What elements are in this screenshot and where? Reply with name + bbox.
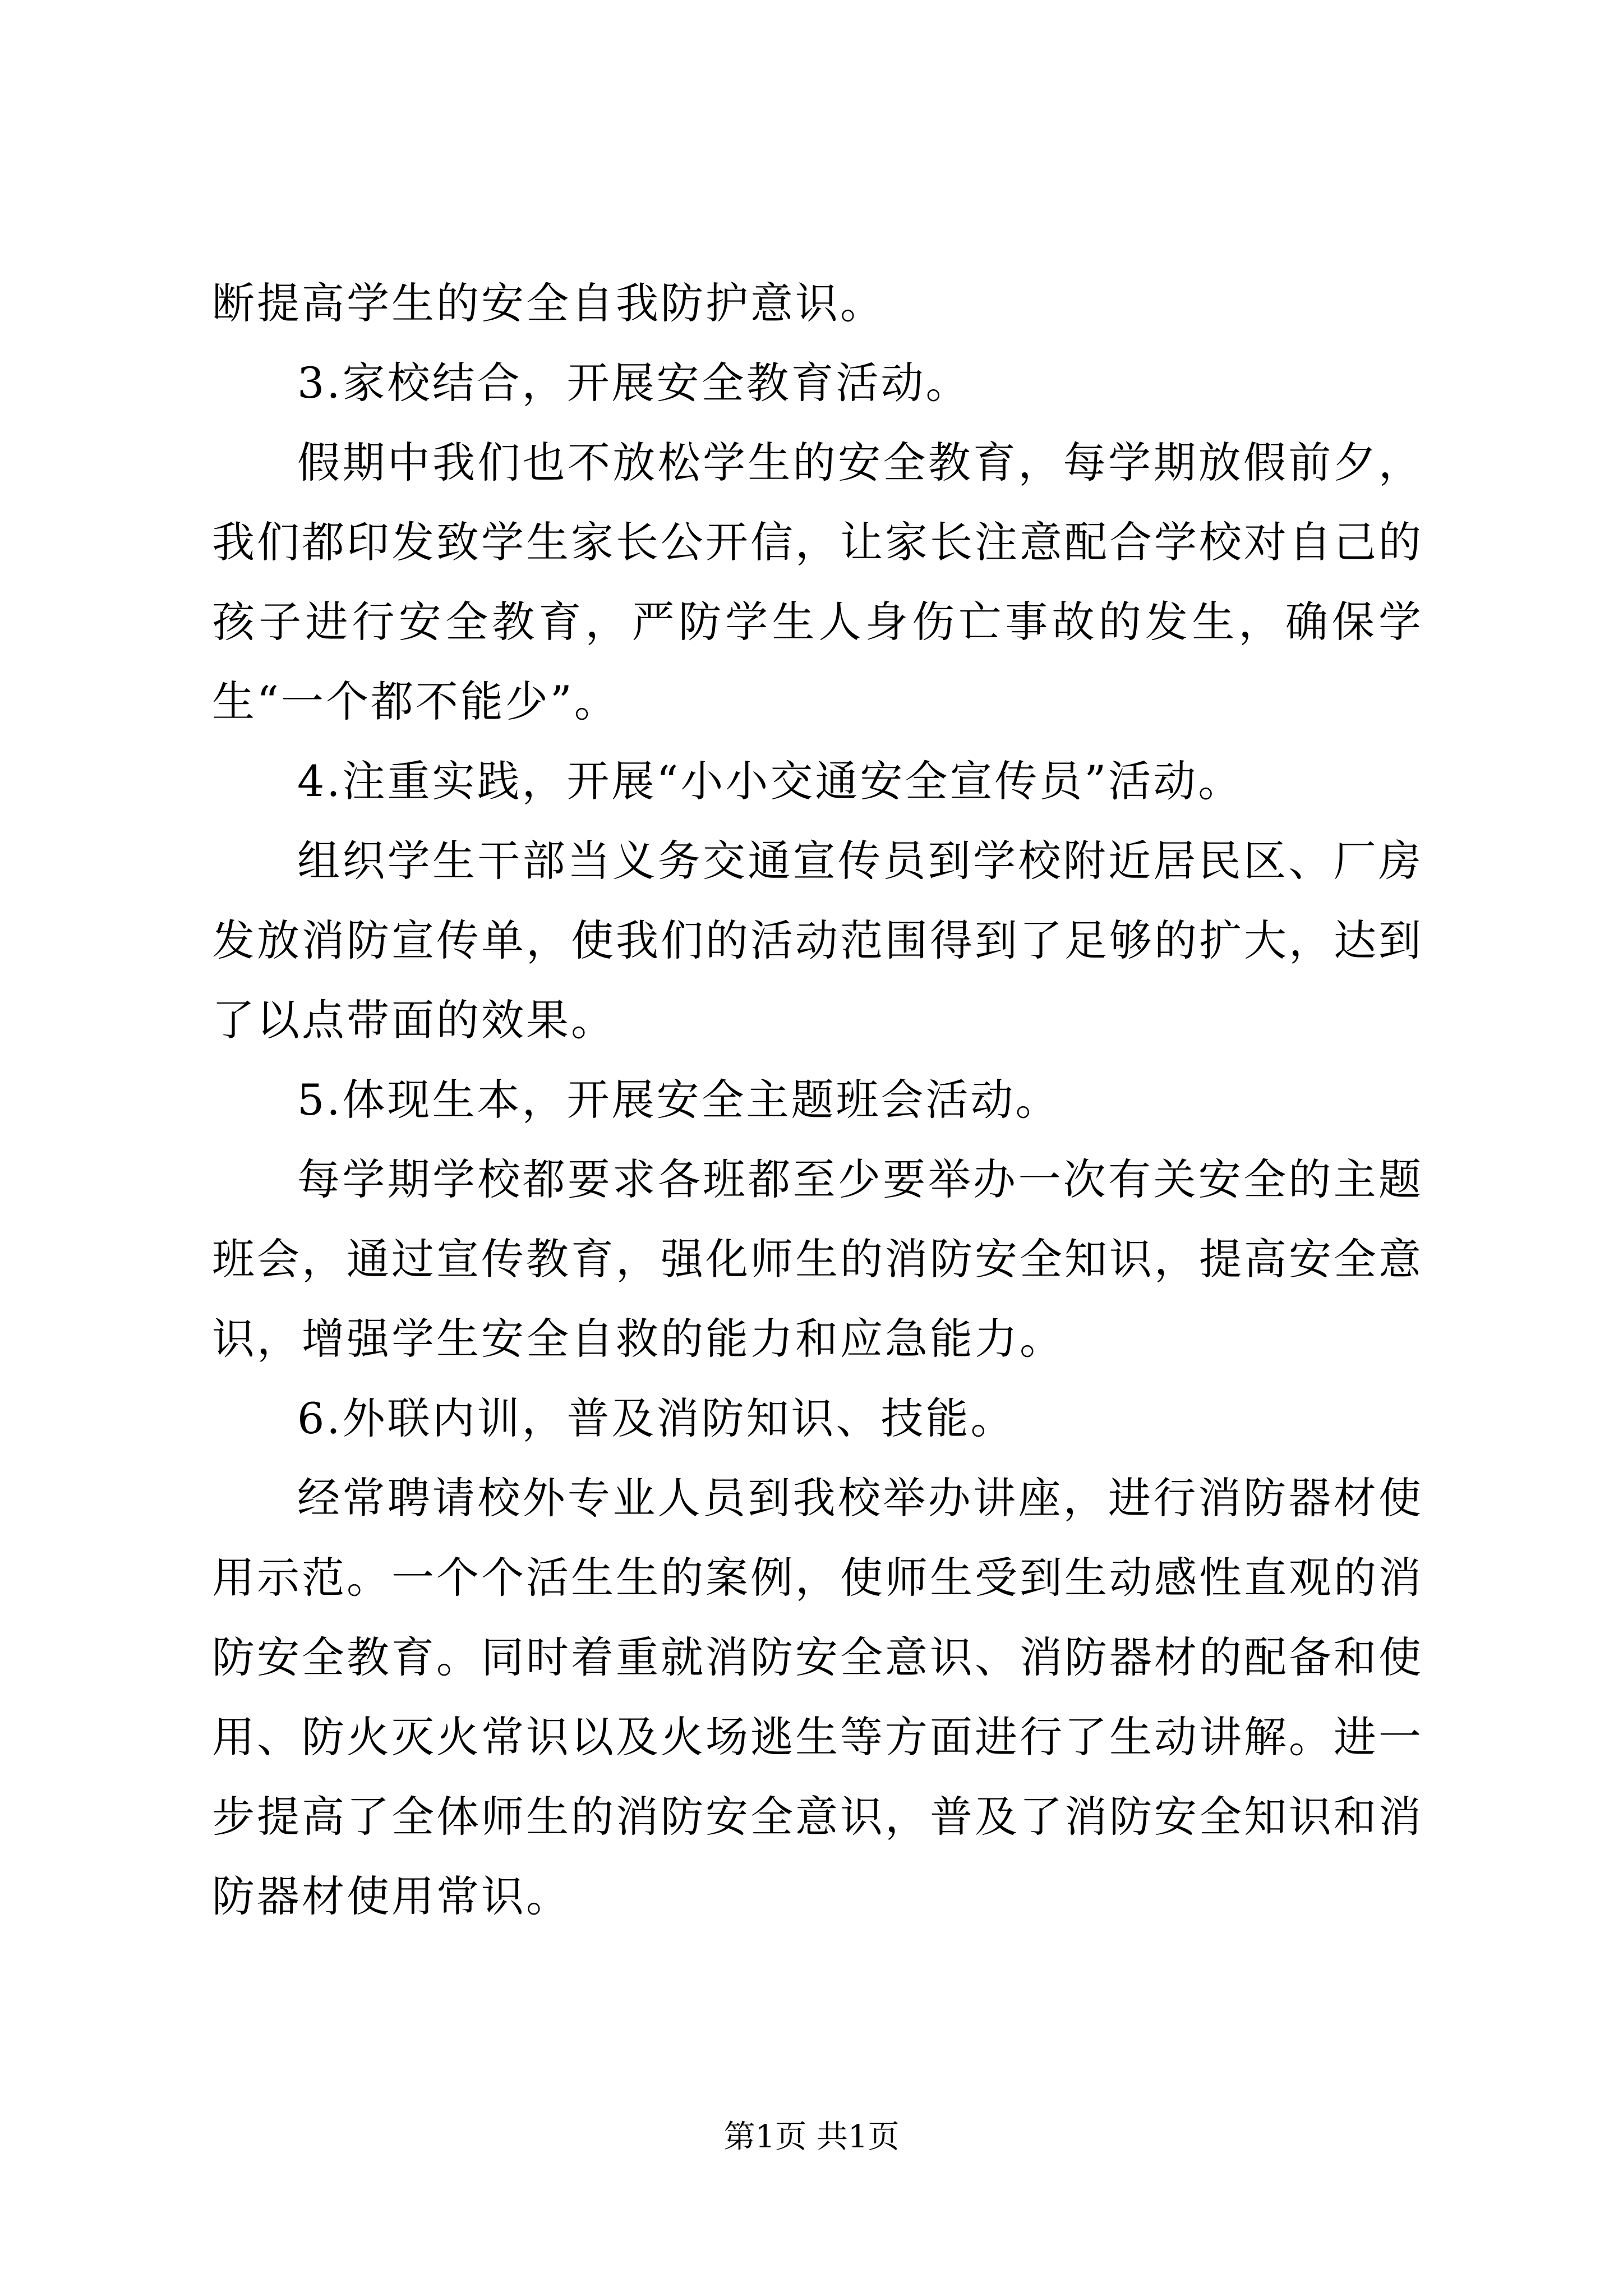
page-footer: 第1页 共1页 xyxy=(723,2119,900,2155)
paragraph-continuation: 断提高学生的安全自我防护意识。 xyxy=(212,278,885,328)
section-heading-3: 3.家校结合，开展安全教育活动。 xyxy=(297,358,971,408)
section-heading-6: 6.外联内训，普及消防知识、技能。 xyxy=(297,1393,1016,1443)
paragraph-class-meeting: 每学期学校都要求各班都至少要举办一次有关安全的主题班会，通过宣传教育，强化师生的消防安全知识，提高安全意识，增强学生安全自救的能力和应急能力。 xyxy=(212,1154,1423,1364)
paragraph-holiday-safety: 假期中我们也不放松学生的安全教育，每学期放假前夕，我们都印发致学生家长公开信，让家长注意配合学校对自己的孩子进行安全教育，严防学生人身伤亡事故的发生，确保学生“一个都不能少”。 xyxy=(212,438,1423,726)
section-heading-4: 4.注重实践，开展“小小交通安全宣传员”活动。 xyxy=(297,756,1243,806)
paragraph-traffic-volunteers: 组织学生干部当义务交通宣传员到学校附近居民区、厂房发放消防宣传单，使我们的活动范围得到了足够的扩大，达到了以点带面的效果。 xyxy=(212,836,1423,1045)
paragraph-fire-training: 经常聘请校外专业人员到我校举办讲座，进行消防器材使用示范。一个个活生生的案例，使师生受到生动感性直观的消防安全教育。同时着重就消防安全意识、消防器材的配备和使用、防火灭火常识以及火场逃生等方面进行了生动讲解。进一步提高了全体师生的消防安全意识，普及了消防安全知识和消防器材使用常识。 xyxy=(212,1473,1423,1921)
document-body xyxy=(212,264,1423,1936)
section-heading-5: 5.体现生本，开展安全主题班会活动。 xyxy=(297,1075,1061,1125)
